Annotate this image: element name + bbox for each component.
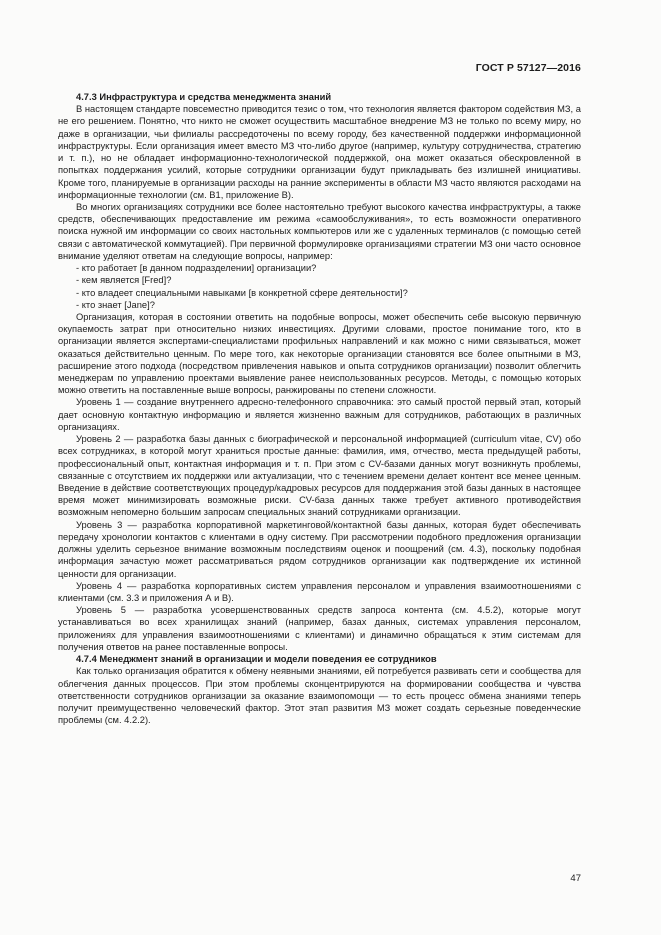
list-item: - кто работает [в данном подразделении] организации?	[76, 263, 317, 274]
paragraph: Организация, которая в состоянии ответить на подобные вопросы, может обеспечить себе высокую первичную окупаемость затрат при относительно низких инвестициях. Другими словами, простое понимание того, кто в организации является экспертами-специалистами профильных направлений и как можно с ними связываться, может оказаться действительно ценным. По мере того, как некоторые организации становятся все более опытными в МЗ, расширение этого подхода (посредством привлечения навыков и опыта сотрудников организации) позволит облегчить менеджерам по управлению проектами выявление ранее неиспользованных ресурсов. Методы, с помощью которых можно ответить на поставленные выше вопросы, ранжированы по степени сложности.	[58, 311, 581, 396]
paragraph: Уровень 5 — разработка усовершенствованных средств запроса контента (см. 4.5.2), которые могут устанавливаться во всех хранилищах знаний (например, базах данных, системах управления персоналом, приложениях для управления взаимоотношениями с клиентами) и динамично обращаться к этим системам для получения ответов на ранее поставленные вопросы.	[58, 605, 581, 652]
paragraph: Уровень 3 — разработка корпоративной маркетинговой/контактной базы данных, которая будет обеспечивать передачу хронологии контактов с клиентами в одну систему. При рассмотрении подобного предложения организации должны уделить серьезное внимание возможным последствиям оценок и поощрений (см. 4.3), поскольку подобная информация зачастую может рассматриваться рядом сотрудников организации как подтверждение их истинной ценности для организации.	[58, 519, 581, 579]
paragraph: Как только организация обратится к обмену неявными знаниями, ей потребуется развивать сети и сообщества для облегчения данных процессов. При этом проблемы сконцентрируются на формировании сообщества и чувства ответственности сотрудников организации за оказание взаимопомощи — то есть процесс обмена знаниями теперь получит преимущественно человеческий фактор. Этот этап развития МЗ может создать серьезные поведенческие проблемы (см. 4.2.2).	[58, 666, 581, 726]
standard-number: ГОСТ Р 57127—2016	[475, 62, 581, 74]
list-item: - кем является [Fred]?	[76, 275, 172, 286]
paragraph: Уровень 2 — разработка базы данных с биографической и персональной информацией (curriculum vitae, CV) обо всех сотрудниках, в которой могут храниться простые данные: фамилия, имя, отчество, места предыдущей работы, профессиональный опыт, контактная информация и т. п. При этом с CV-базами данных могут возникнуть проблемы, связанные с отсутствием их поддержки или актуализации, что с течением времени делает контент все менее ценным. Введение в действие соответствующих процедур/кадровых ресурсов для поддержания этой базы данных в настоящее время может минимизировать возможные риски. CV-база данных также требует активного противодействия возможным непомерно большим запросам специальных знаний сотрудниками организации.	[58, 434, 581, 518]
question-list	[58, 262, 581, 311]
list-item: - кто владеет специальными навыками [в конкретной сфере деятельности]?	[76, 287, 408, 298]
paragraph: Во многих организациях сотрудники все более настоятельно требуют высокого качества инфраструктуры, а также средств, обеспечивающих предоставление им режима «самообслуживания», то есть возможности оперативного поиска нужной им информации со своих настольных компьютеров или же с удаленных терминалов (с помощью сетей связи с автоматической коммутацией). При первичной формулировке организациями стратегии МЗ они часто основное внимание уделяют ответам на следующие вопросы, например:	[58, 201, 581, 261]
paragraph: Уровень 1 — создание внутреннего адресно-телефонного справочника: это самый простой первый этап, который дает основную контактную информацию и является жизненно важным для сотрудников, работающих в различных организациях.	[58, 397, 581, 432]
page-number: 47	[570, 873, 581, 884]
section-heading: 4.7.4 Менеджмент знаний в организации и модели поведения ее сотрудников	[76, 654, 437, 665]
section-heading: 4.7.3 Инфраструктура и средства менеджмента знаний	[76, 92, 332, 102]
paragraph: Уровень 4 — разработка корпоративных систем управления персоналом и управления взаимоотношениями с клиентами (см. 3.3 и приложения А и В).	[58, 580, 581, 603]
paragraph: В настоящем стандарте повсеместно приводится тезис о том, что технология является фактором содействия МЗ, а не его решением. Понятно, что никто не сможет осуществить масштабное внедрение МЗ не только по всему миру, но даже в организации, чьи филиалы рассредоточены по всему городу, без качественной поддержки информационной инфраструктуры. Если организация имеет вместо МЗ что-либо другое (например, культуру сотрудничества, стратегию и т. п.), но не обладает информационно-технологической поддержкой, она может оказаться обескровленной в попытках поддержания усилий, которые сотрудники организации будут прикладывать без излишней инициативы. Кроме того, планируемые в организации расходы на ранние эксперименты в области МЗ часто являются расходами на информационные технологии (см. В1, приложение В).	[58, 104, 581, 200]
document-body	[58, 91, 581, 726]
list-item: - кто знает [Jane]?	[76, 299, 155, 310]
